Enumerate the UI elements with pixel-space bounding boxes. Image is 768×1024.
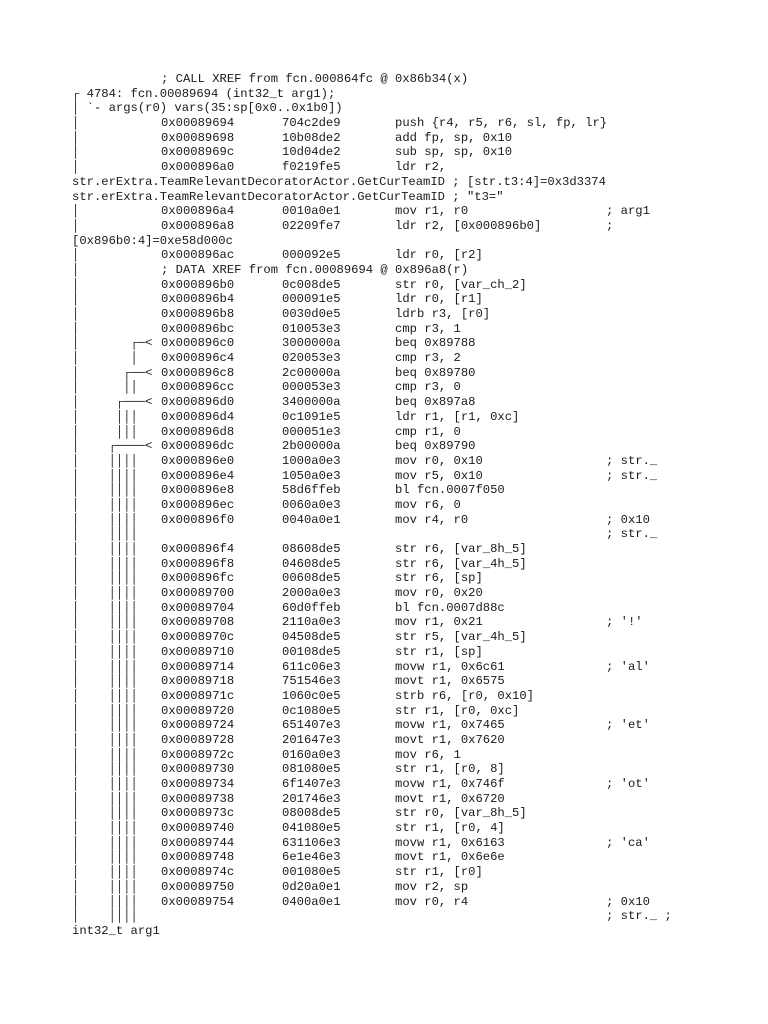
comment: ; str._ ; (606, 909, 672, 924)
instruction-line (0, 674, 768, 689)
instruction-line (0, 498, 768, 513)
opcode-bytes: 0060a0e3 (282, 497, 341, 512)
opcode-bytes: 0c1091e5 (282, 409, 341, 424)
flow-gutter: │ ││││ (72, 909, 138, 924)
opcode-bytes: 00608de5 (282, 571, 341, 586)
instruction-line (0, 145, 768, 160)
comment: ; 'al' (606, 659, 650, 674)
flow-gutter: │ ││││ (72, 483, 138, 498)
comment: ; '!' (606, 615, 643, 630)
address: 0x00089754 (161, 894, 235, 909)
instruction: cmp r3, 0 (395, 380, 461, 395)
address: 0x000896b4 (161, 292, 235, 307)
instruction: movw r1, 0x7465 (395, 718, 505, 733)
instruction-line (0, 322, 768, 337)
opcode-bytes: 081080e5 (282, 762, 341, 777)
comment: ; 'ca' (606, 835, 650, 850)
instruction: movw r1, 0x746f (395, 777, 505, 791)
instruction-line (0, 483, 768, 498)
flow-gutter: │ ┌──< (72, 365, 153, 380)
instruction-line (0, 131, 768, 146)
instruction-line (0, 204, 768, 219)
comment: ; str._ (606, 453, 658, 468)
function-header: │ `- args(r0) vars(35:sp[0x0..0x1b0]) (72, 101, 343, 116)
address: 0x00089704 (161, 600, 235, 615)
flow-gutter: │ ││││ (72, 586, 138, 601)
opcode-bytes: 04608de5 (282, 556, 341, 571)
instruction: str r6, [var_8h_5] (395, 542, 527, 556)
text-line (0, 175, 768, 190)
instruction: beq 0x897a8 (395, 395, 476, 410)
address: 0x00089750 (161, 879, 235, 894)
instruction: mov r6, 0 (395, 497, 461, 512)
address: 0x000896b8 (161, 307, 235, 321)
instruction-line (0, 278, 768, 293)
instruction-line (0, 366, 768, 381)
opcode-bytes: 611c06e3 (282, 659, 341, 674)
flow-gutter: │ ││││ (72, 688, 138, 703)
instruction-line (0, 336, 768, 351)
instruction: ldr r1, [r1, 0xc] (395, 409, 520, 424)
instruction: str r1, [r0, 0xc] (395, 703, 520, 718)
comment: ; (606, 218, 614, 233)
instruction-line (0, 469, 768, 484)
instruction-line (0, 380, 768, 395)
flow-gutter: │ ││││ (72, 468, 138, 483)
address: 0x0008972c (161, 747, 235, 762)
opcode-bytes: 000051e3 (282, 424, 341, 439)
flow-gutter: │ (72, 292, 80, 307)
flow-gutter: │ ┌────< (72, 439, 153, 454)
text-line (0, 87, 768, 102)
instruction: str r5, [var_4h_5] (395, 630, 527, 645)
address: 0x000896fc (161, 571, 235, 586)
instruction: mov r0, r4 (395, 894, 469, 909)
address: 0x00089748 (161, 850, 235, 865)
instruction-line (0, 307, 768, 322)
opcode-bytes: 000091e5 (282, 292, 341, 307)
flow-gutter: │ │││ (72, 409, 138, 424)
instruction: ldrb r3, [r0] (395, 307, 491, 321)
instruction-line (0, 909, 768, 924)
flow-gutter: │ (72, 307, 80, 321)
instruction-line (0, 527, 768, 542)
instruction-line (0, 557, 768, 572)
opcode-bytes: 08008de5 (282, 806, 341, 821)
address: 0x0008969c (161, 145, 235, 160)
flow-gutter: │ ││││ (72, 718, 138, 733)
address: 0x000896f8 (161, 556, 235, 571)
address: 0x000896d8 (161, 424, 235, 439)
instruction-line (0, 601, 768, 616)
instruction: beq 0x89780 (395, 365, 476, 380)
flow-gutter: │ ││││ (72, 674, 138, 689)
instruction-line (0, 116, 768, 131)
flow-gutter: │ ││││ (72, 571, 138, 586)
flow-gutter: │ (72, 116, 80, 131)
flow-gutter: │ (72, 262, 80, 277)
xref-comment: ; DATA XREF from fcn.00089694 @ 0x896a8(r) (161, 262, 469, 277)
instruction: str r6, [var_4h_5] (395, 556, 527, 571)
disassembly-listing (0, 72, 768, 939)
instruction: movw r1, 0x6163 (395, 835, 505, 850)
instruction: mov r1, r0 (395, 204, 469, 219)
address: 0x00089714 (161, 659, 235, 674)
flow-gutter: │ (72, 204, 80, 219)
opcode-bytes: 0030d0e5 (282, 307, 341, 321)
instruction-line (0, 248, 768, 263)
instruction: beq 0x89788 (395, 336, 476, 351)
opcode-bytes: 60d0ffeb (282, 600, 341, 615)
opcode-bytes: 2000a0e3 (282, 586, 341, 601)
flow-gutter: │ ││││ (72, 791, 138, 806)
instruction: ldr r2, (395, 160, 447, 175)
address: 0x000896f0 (161, 512, 235, 527)
flow-gutter: │ ││││ (72, 762, 138, 777)
instruction: mov r4, r0 (395, 512, 469, 527)
instruction-line (0, 160, 768, 175)
opcode-bytes: 02209fe7 (282, 218, 341, 233)
opcode-bytes: 0c1080e5 (282, 703, 341, 718)
flow-gutter: │ ││││ (72, 542, 138, 556)
flow-gutter: │ ││││ (72, 806, 138, 821)
instruction: mov r0, 0x20 (395, 586, 483, 601)
text-line (0, 190, 768, 205)
instruction: str r0, [var_8h_5] (395, 806, 527, 821)
address: 0x000896a8 (161, 218, 235, 233)
opcode-bytes: 0d20a0e1 (282, 879, 341, 894)
instruction: push {r4, r5, r6, sl, fp, lr} (395, 116, 608, 131)
opcode-bytes: 10b08de2 (282, 130, 341, 145)
instruction-line (0, 292, 768, 307)
instruction: ldr r0, [r2] (395, 248, 483, 263)
comment: ; 0x10 (606, 894, 650, 909)
opcode-bytes: 631106e3 (282, 835, 341, 850)
instruction: movw r1, 0x6c61 (395, 659, 505, 674)
flow-gutter: │ ││││ (72, 512, 138, 527)
address: 0x00089710 (161, 644, 235, 659)
flow-gutter: │ ││││ (72, 615, 138, 630)
flow-gutter: │ ││││ (72, 879, 138, 894)
address: 0x000896e4 (161, 468, 235, 483)
address: 0x00089738 (161, 791, 235, 806)
flow-gutter: │ ││││ (72, 600, 138, 615)
instruction: strb r6, [r0, 0x10] (395, 688, 534, 703)
instruction: bl fcn.0007d88c (395, 600, 505, 615)
comment: ; str._ (606, 527, 658, 542)
address: 0x000896e0 (161, 453, 235, 468)
opcode-bytes: 00108de5 (282, 644, 341, 659)
xref-line (0, 72, 768, 87)
instruction: movt r1, 0x6720 (395, 791, 505, 806)
flow-gutter: │ │ (72, 351, 138, 366)
address: 0x00089718 (161, 674, 235, 689)
instruction-line (0, 777, 768, 792)
flow-gutter: │ (72, 130, 80, 145)
flow-gutter: │ │││ (72, 424, 138, 439)
flow-gutter: │ ││││ (72, 630, 138, 645)
instruction-line (0, 410, 768, 425)
address: 0x0008970c (161, 630, 235, 645)
instruction: beq 0x89790 (395, 439, 476, 454)
instruction: str r6, [sp] (395, 571, 483, 586)
instruction: cmp r3, 2 (395, 351, 461, 366)
flow-gutter: │ ││││ (72, 659, 138, 674)
opcode-bytes: 704c2de9 (282, 116, 341, 131)
address: 0x000896c8 (161, 365, 235, 380)
address: 0x000896c0 (161, 336, 235, 351)
xref-line (0, 263, 768, 278)
instruction-line (0, 454, 768, 469)
flow-gutter: │ ││ (72, 380, 138, 395)
address: 0x00089740 (161, 821, 235, 836)
instruction-line (0, 219, 768, 234)
opcode-bytes: 6e1e46e3 (282, 850, 341, 865)
address: 0x000896a4 (161, 204, 235, 219)
opcode-bytes: 201647e3 (282, 732, 341, 747)
instruction: cmp r1, 0 (395, 424, 461, 439)
flow-gutter: │ (72, 160, 80, 175)
instruction: str r0, [var_ch_2] (395, 277, 527, 292)
flow-gutter: │ ││││ (72, 821, 138, 836)
instruction-line (0, 762, 768, 777)
flow-gutter: │ ││││ (72, 497, 138, 512)
flow-gutter: │ ││││ (72, 747, 138, 762)
instruction-line (0, 748, 768, 763)
instruction-line (0, 615, 768, 630)
address: 0x00089728 (161, 732, 235, 747)
address: 0x000896cc (161, 380, 235, 395)
instruction: str r1, [sp] (395, 644, 483, 659)
address: 0x000896d0 (161, 395, 235, 410)
address: 0x000896c4 (161, 351, 235, 366)
continuation-text: str.erExtra.TeamRelevantDecoratorActor.GetCurTeamID ; [str.t3:4]=0x3d3374 (72, 174, 606, 189)
instruction-line (0, 880, 768, 895)
instruction: mov r5, 0x10 (395, 468, 483, 483)
opcode-bytes: 1000a0e3 (282, 453, 341, 468)
flow-gutter: │ ││││ (72, 850, 138, 865)
flow-gutter: │ ││││ (72, 453, 138, 468)
instruction-line (0, 704, 768, 719)
opcode-bytes: 1060c0e5 (282, 688, 341, 703)
flow-gutter: │ ││││ (72, 703, 138, 718)
instruction-line (0, 586, 768, 601)
continuation-text: int32_t arg1 (72, 923, 160, 938)
flow-gutter: │ ││││ (72, 865, 138, 880)
flow-gutter: │ ││││ (72, 835, 138, 850)
instruction-line (0, 895, 768, 910)
instruction: ldr r0, [r1] (395, 292, 483, 307)
flow-gutter: │ ││││ (72, 527, 138, 542)
address: 0x000896a0 (161, 160, 235, 175)
opcode-bytes: 04508de5 (282, 630, 341, 645)
instruction: str r1, [r0, 8] (395, 762, 505, 777)
instruction-line (0, 718, 768, 733)
function-header: ┌ 4784: fcn.00089694 (int32_t arg1); (72, 86, 336, 101)
instruction-line (0, 689, 768, 704)
text-line (0, 234, 768, 249)
address: 0x000896bc (161, 321, 235, 336)
instruction-line (0, 836, 768, 851)
opcode-bytes: 0c008de5 (282, 277, 341, 292)
instruction: str r1, [r0] (395, 865, 483, 880)
address: 0x00089694 (161, 116, 235, 131)
opcode-bytes: 0400a0e1 (282, 894, 341, 909)
instruction-line (0, 806, 768, 821)
address: 0x000896ac (161, 248, 235, 263)
opcode-bytes: 651407e3 (282, 718, 341, 733)
opcode-bytes: 0160a0e3 (282, 747, 341, 762)
instruction: cmp r3, 1 (395, 321, 461, 336)
opcode-bytes: 08608de5 (282, 542, 341, 556)
flow-gutter: │ (72, 218, 80, 233)
address: 0x0008971c (161, 688, 235, 703)
flow-gutter: │ (72, 248, 80, 263)
comment: ; str._ (606, 468, 658, 483)
instruction-line (0, 542, 768, 557)
address: 0x00089708 (161, 615, 235, 630)
instruction: mov r6, 1 (395, 747, 461, 762)
instruction-line (0, 425, 768, 440)
opcode-bytes: 0040a0e1 (282, 512, 341, 527)
opcode-bytes: 001080e5 (282, 865, 341, 880)
address: 0x00089744 (161, 835, 235, 850)
opcode-bytes: 1050a0e3 (282, 468, 341, 483)
flow-gutter: │ ││││ (72, 556, 138, 571)
comment: ; 'ot' (606, 777, 650, 791)
flow-gutter: │ ┌─< (72, 336, 153, 351)
address: 0x00089724 (161, 718, 235, 733)
instruction: str r1, [r0, 4] (395, 821, 505, 836)
instruction-line (0, 351, 768, 366)
continuation-text: str.erExtra.TeamRelevantDecoratorActor.GetCurTeamID ; "t3=" (72, 189, 504, 204)
opcode-bytes: 2110a0e3 (282, 615, 341, 630)
opcode-bytes: 2c00000a (282, 365, 341, 380)
instruction-line (0, 513, 768, 528)
address: 0x0008974c (161, 865, 235, 880)
instruction: movt r1, 0x7620 (395, 732, 505, 747)
address: 0x00089730 (161, 762, 235, 777)
address: 0x0008973c (161, 806, 235, 821)
text-line (0, 101, 768, 116)
opcode-bytes: 6f1407e3 (282, 777, 341, 791)
flow-gutter: │ ││││ (72, 644, 138, 659)
instruction: sub sp, sp, 0x10 (395, 145, 513, 160)
address: 0x00089720 (161, 703, 235, 718)
address: 0x00089734 (161, 777, 235, 791)
instruction: bl fcn.0007f050 (395, 483, 505, 498)
instruction: movt r1, 0x6e6e (395, 850, 505, 865)
opcode-bytes: 000053e3 (282, 380, 341, 395)
address: 0x00089700 (161, 586, 235, 601)
instruction-line (0, 865, 768, 880)
opcode-bytes: 0010a0e1 (282, 204, 341, 219)
opcode-bytes: 3400000a (282, 395, 341, 410)
opcode-bytes: 201746e3 (282, 791, 341, 806)
instruction-line (0, 821, 768, 836)
flow-gutter: │ ││││ (72, 894, 138, 909)
address: 0x000896f4 (161, 542, 235, 556)
flow-gutter: │ (72, 321, 80, 336)
flow-gutter: │ ││││ (72, 732, 138, 747)
address: 0x000896b0 (161, 277, 235, 292)
instruction: mov r0, 0x10 (395, 453, 483, 468)
address: 0x000896d4 (161, 409, 235, 424)
xref-comment: ; CALL XREF from fcn.000864fc @ 0x86b34(x) (161, 72, 469, 86)
instruction-line (0, 792, 768, 807)
continuation-text: [0x896b0:4]=0xe58d000c (72, 233, 233, 248)
address: 0x00089698 (161, 130, 235, 145)
address: 0x000896dc (161, 439, 235, 454)
address: 0x000896e8 (161, 483, 235, 498)
instruction-line (0, 630, 768, 645)
instruction: add fp, sp, 0x10 (395, 130, 513, 145)
instruction-line (0, 645, 768, 660)
flow-gutter: │ (72, 145, 80, 160)
flow-gutter: │ (72, 277, 80, 292)
instruction: ldr r2, [0x000896b0] (395, 218, 542, 233)
instruction: mov r2, sp (395, 879, 469, 894)
instruction: mov r1, 0x21 (395, 615, 483, 630)
opcode-bytes: 751546e3 (282, 674, 341, 689)
opcode-bytes: 000092e5 (282, 248, 341, 263)
instruction: movt r1, 0x6575 (395, 674, 505, 689)
opcode-bytes: 2b00000a (282, 439, 341, 454)
opcode-bytes: 10d04de2 (282, 145, 341, 160)
comment: ; 'et' (606, 718, 650, 733)
address: 0x000896ec (161, 497, 235, 512)
text-line (0, 924, 768, 939)
instruction-line (0, 439, 768, 454)
flow-gutter: │ ┌───< (72, 395, 153, 410)
comment: ; arg1 (606, 204, 650, 219)
instruction-line (0, 571, 768, 586)
flow-gutter: │ ││││ (72, 777, 138, 791)
opcode-bytes: 3000000a (282, 336, 341, 351)
instruction-line (0, 850, 768, 865)
instruction-line (0, 733, 768, 748)
opcode-bytes: 020053e3 (282, 351, 341, 366)
opcode-bytes: 58d6ffeb (282, 483, 341, 498)
opcode-bytes: f0219fe5 (282, 160, 341, 175)
comment: ; 0x10 (606, 512, 650, 527)
instruction-line (0, 660, 768, 675)
opcode-bytes: 010053e3 (282, 321, 341, 336)
opcode-bytes: 041080e5 (282, 821, 341, 836)
instruction-line (0, 395, 768, 410)
